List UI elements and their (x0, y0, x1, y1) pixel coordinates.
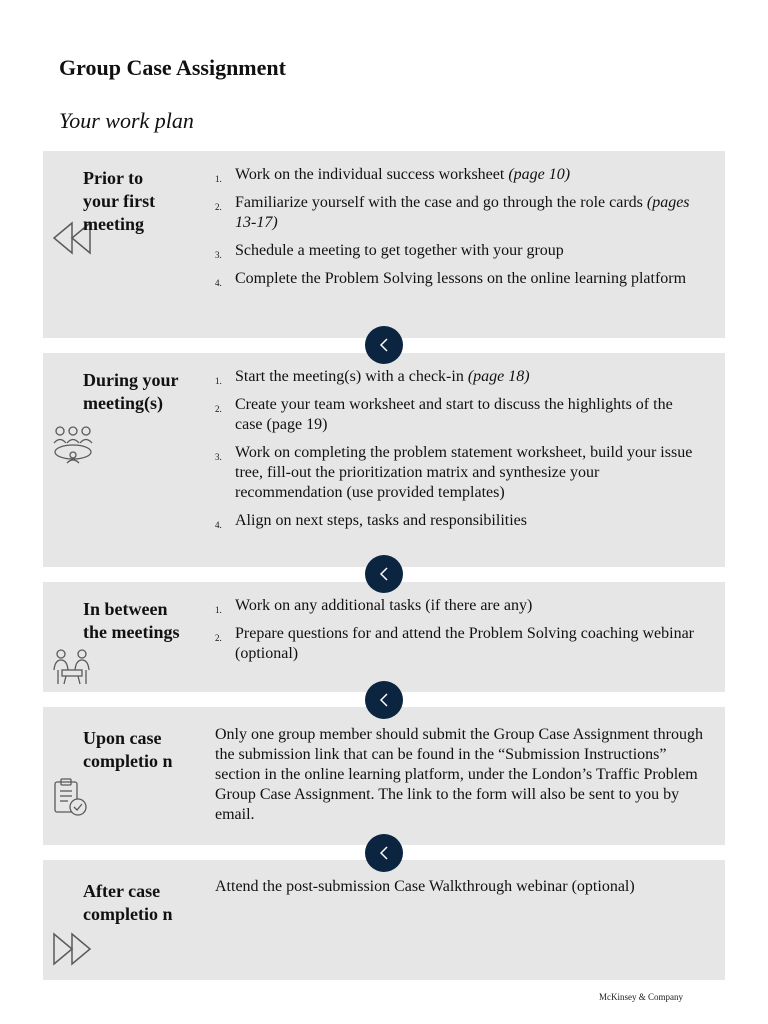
clipboard-check-icon (52, 777, 90, 822)
instruction-paragraph: Only one group member should submit the Group Case Assignment through the submission link that can be found in the “Submission Instructions” section in the online learning platform, under the London’s Traffic Problem Group Case Assignment. The link to the form will also be sent to you by email. (215, 726, 703, 823)
list-item: 1. Work on any additional tasks (if there are any) (215, 597, 533, 615)
stage-prior-to-first-meeting (43, 151, 725, 338)
stage-after-case-completion (43, 860, 725, 980)
chevron-left-icon (365, 681, 403, 719)
list-item: 1. Start the meeting(s) with a check-in (page 18) (215, 368, 530, 386)
stage-label: In between the meetings (83, 599, 180, 642)
people-desk-icon (52, 648, 92, 693)
list-item: 2. Familiarize yourself with the case and go through the role cards (pages 13-17) (215, 194, 690, 231)
list-item: 2. Prepare questions for and attend the Problem Solving coaching webinar (optional) (215, 625, 694, 662)
stage-upon-case-completion (43, 707, 725, 845)
list-item: 4. Complete the Problem Solving lessons on the online learning platform (215, 270, 687, 288)
page-title: Group Case Assignment (59, 55, 286, 80)
stage-label: Upon case completio n (83, 728, 173, 771)
step-list (215, 165, 703, 297)
team-meeting-icon (52, 425, 94, 470)
step-list (215, 367, 703, 539)
list-item: 1. Work on the individual success worksheet (page 10) (215, 166, 571, 184)
instruction-paragraph: Attend the post-submission Case Walkthrough webinar (optional) (215, 878, 635, 895)
list-item: 2. Create your team worksheet and start to discuss the highlights of the case (page 19) (215, 396, 673, 433)
page-subtitle: Your work plan (59, 108, 194, 133)
stage-label: After case completio n (83, 881, 173, 924)
chevron-left-icon (365, 326, 403, 364)
stage-label: Prior to your first meeting (83, 168, 156, 234)
list-item: 3. Schedule a meeting to get together with your group (215, 242, 564, 260)
stage-during-meetings (43, 353, 725, 567)
list-item: 3. Work on completing the problem statement worksheet, build your issue tree, fill-out the prioritization matrix and synthesize your recommendation (use provided templates) (215, 444, 693, 501)
footer-brand: McKinsey & Company (599, 992, 683, 1002)
list-item: 4. Align on next steps, tasks and responsibilities (215, 512, 527, 530)
stage-in-between-meetings (43, 582, 725, 692)
step-list (215, 596, 703, 672)
stage-label: During your meeting(s) (83, 370, 179, 413)
chevron-left-icon (365, 834, 403, 872)
chevron-left-icon (365, 555, 403, 593)
fast-forward-icon (52, 932, 92, 971)
